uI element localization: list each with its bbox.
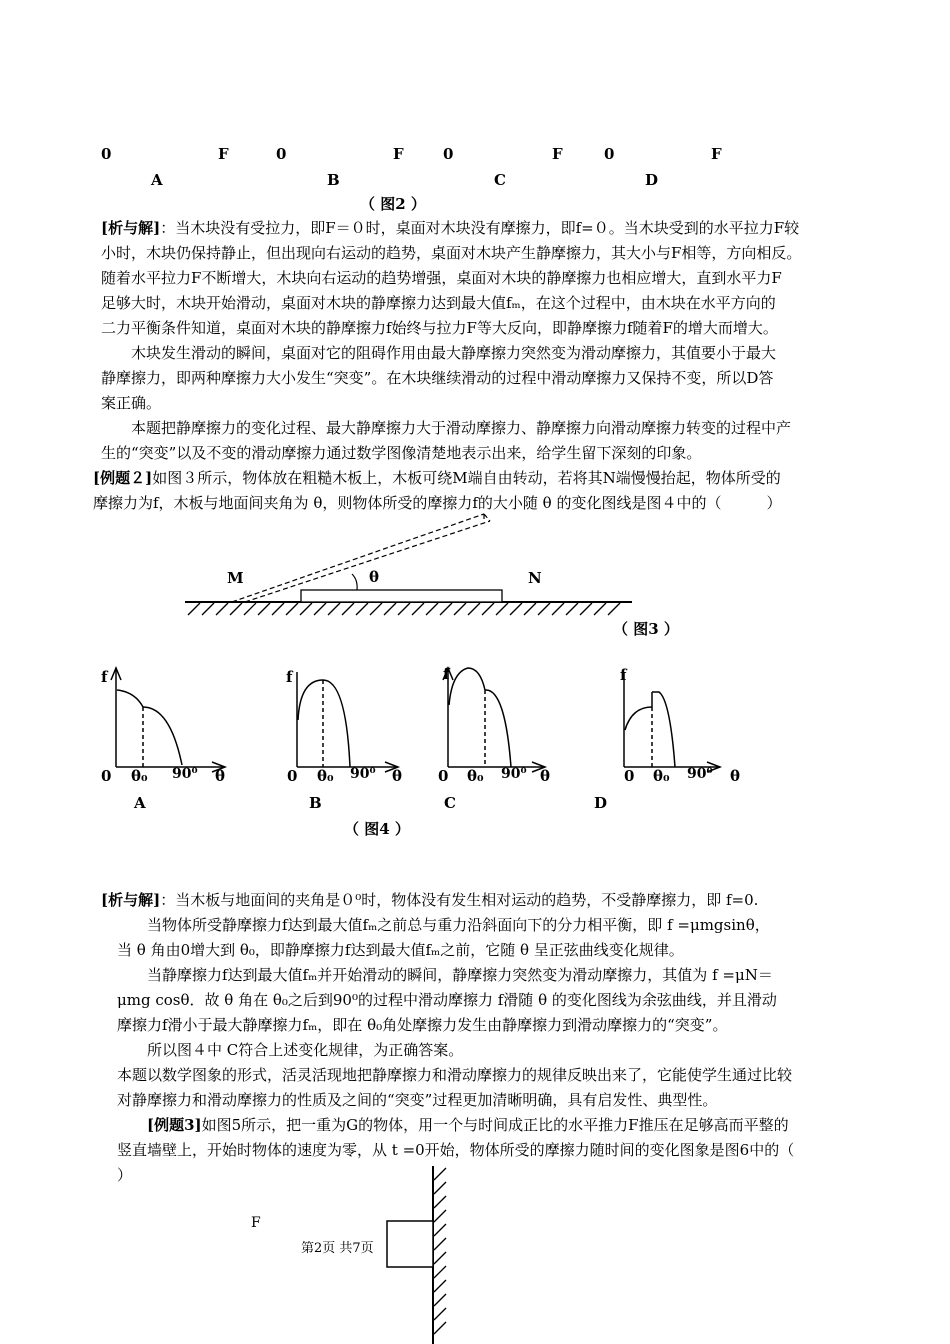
fig4-a-theta0: θ₀ (131, 767, 148, 785)
analysis1-line: 随着水平拉力F不断增大，木块向右运动的趋势增强，桌面对木块的静摩擦力也相应增大，直到水平力F (101, 269, 782, 287)
analysis2-tag: [析与解] (101, 891, 161, 909)
fig4-b-theta: θ (392, 767, 403, 785)
example3-line: 竖直墙壁上，开始时物体的速度为零，从 t =0开始，物体所受的摩擦力随时间的变化图象是图6中的（ (117, 1141, 795, 1159)
analysis2-line: μmg cosθ．故 θ 角在 θ₀之后到90⁰的过程中滑动摩擦力 f滑随 θ 的变化图线为余弦曲线，并且滑动 (117, 991, 777, 1009)
fig4-letter-b: B (309, 794, 322, 812)
page-footer: 第2页 共7页 (301, 1241, 374, 1256)
analysis2-line: 当物体所受静摩擦力f达到最大值fₘ之前总与重力沿斜面向下的分力相平衡，即 f =μmgsinθ， (117, 916, 770, 934)
fig4-b-ninety: 90⁰ (350, 766, 376, 782)
fig2-letter-d: D (645, 171, 659, 189)
analysis1-line: 静摩擦力，即两种摩擦力大小发生“突变”。在木块继续滑动的过程中滑动摩擦力又保持不变，所以D答 (101, 369, 774, 387)
fig2-axis-0c: 0 (443, 145, 454, 163)
fig3-ground-hatch (188, 603, 620, 615)
analysis1-line: [析与解]：当木块没有受拉力，即F＝０时，桌面对木块没有摩擦力，即f=０。当木块受到的水平拉力F较 (101, 219, 800, 237)
fig4-c-theta: θ (540, 767, 551, 785)
fig4-a-theta: θ (215, 767, 226, 785)
fig3-caption: （ 图3 ） (613, 620, 679, 638)
example2-line: 摩擦力为f，木板与地面间夹角为 θ，则物体所受的摩擦力f的大小随 θ 的变化图线是图４中的（ ） (93, 494, 782, 512)
fig3-board (301, 590, 502, 602)
fig4-a-ninety: 90⁰ (172, 766, 198, 782)
analysis2-line: 当静摩擦力f达到最大值fₘ并开始滑动的瞬间，静摩擦力突然变为滑动摩擦力，其值为 f =μN＝ (117, 966, 773, 984)
fig2-axis-fa: F (218, 145, 229, 163)
fig4-c-origin: 0 (438, 767, 449, 785)
fig2-axis-fc: F (552, 145, 563, 163)
analysis1-line: 案正确。 (101, 394, 162, 412)
fig4-graph-b (297, 672, 398, 772)
analysis1-line: 生的“突变”以及不变的滑动摩擦力通过数学图像清楚地表示出来，给学生留下深刻的印象。 (101, 444, 702, 462)
fig3-label-n: N (528, 569, 542, 587)
analysis1-line: 木块发生滑动的瞬间，桌面对它的阻碍作用由最大静摩擦力突然变为滑动摩擦力，其值要小于最大 (101, 344, 777, 362)
analysis2-line: 当 θ 角由0增大到 θ₀，即静摩擦力f达到最大值fₘ之前，它随 θ 呈正弦曲线变化规律。 (117, 941, 684, 959)
fig4-d-theta0: θ₀ (653, 767, 670, 785)
analysis1-line: 二力平衡条件知道，桌面对木块的静摩擦力f始终与拉力F等大反向，即静摩擦力f随着F的增大而增大。 (101, 319, 778, 337)
fig2-letter-b: B (327, 171, 340, 189)
fig4-c-f-label: f (443, 665, 450, 683)
analysis2-line: 摩擦力f滑小于最大静摩擦力fₘ，即在 θ₀角处摩擦力发生由静摩擦力到滑动摩擦力的“突变”。 (117, 1016, 728, 1034)
fig4-letter-c: C (444, 794, 456, 812)
fig4-graph-d (624, 672, 720, 772)
fig4-graph-c (443, 668, 545, 772)
fig2-axis-fb: F (393, 145, 404, 163)
example2-block (93, 466, 781, 516)
fig3-tilted-board (232, 514, 490, 602)
fig2-axis-0d: 0 (604, 145, 615, 163)
analysis2-line: [析与解]：当木板与地面间的夹角是０⁰时，物体没有发生相对运动的趋势，不受静摩擦力，即 f=0. (101, 891, 759, 909)
fig2-axis-fd: F (711, 145, 722, 163)
fig5-label-f: F (251, 1215, 261, 1231)
fig4-d-theta: θ (730, 767, 741, 785)
fig2-letter-c: C (494, 171, 506, 189)
analysis1-line: 本题把静摩擦力的变化过程、最大静摩擦力大于滑动摩擦力、静摩擦力向滑动摩擦力转变的过程中产 (101, 419, 792, 437)
fig5-wall-hatch (434, 1168, 446, 1334)
fig4-c-theta0: θ₀ (467, 767, 484, 785)
analysis1-line: 小时，木块仍保持静止，但出现向右运动的趋势，桌面对木块产生静摩擦力，其大小与F相等，方向相反。 (101, 244, 802, 262)
example3-line: [例题3]如图5所示，把一重为G的物体，用一个与时间成正比的水平推力F推压在足够高而平整的 (147, 1116, 789, 1134)
fig3-theta-arc (352, 574, 357, 590)
fig4-letter-d: D (594, 794, 608, 812)
fig4-graph-a (111, 668, 225, 772)
fig2-axis-0b: 0 (276, 145, 287, 163)
analysis2-line: 所以图４中 C符合上述变化规律，为正确答案。 (117, 1041, 464, 1059)
analysis2-line: 本题以数学图象的形式，活灵活现地把静摩擦力和滑动摩擦力的规律反映出来了，它能使学生通过比较 (117, 1066, 793, 1084)
fig5-block (387, 1221, 433, 1267)
fig4-letter-a: A (134, 794, 146, 812)
fig2-letter-a: A (151, 171, 163, 189)
fig4-b-theta0: θ₀ (317, 767, 334, 785)
example3-line: ） (117, 1166, 133, 1184)
fig4-d-ninety: 90⁰ (687, 766, 713, 782)
fig4-b-f-label: f (286, 668, 293, 686)
fig4-a-origin: 0 (101, 767, 112, 785)
example3-block (117, 1113, 794, 1188)
example2-line: [例题２]如图３所示，物体放在粗糙木板上，木板可绕M端自由转动，若将其N端慢慢抬起，物体所受的 (93, 469, 781, 487)
fig4-caption: （ 图4 ） (344, 820, 410, 838)
fig4-b-origin: 0 (287, 767, 298, 785)
fig4-d-f-label: f (620, 666, 627, 684)
fig3-label-m: M (227, 569, 244, 587)
analysis2-block (101, 888, 792, 1113)
analysis2-line: 对静摩擦力和滑动摩擦力的性质及之间的“突变”过程更加清晰明确，具有启发性、典型性。 (117, 1091, 718, 1109)
example3-tag: [例题3] (147, 1116, 202, 1134)
fig4-c-ninety: 90⁰ (501, 766, 527, 782)
fig2-axis-0a: 0 (101, 145, 112, 163)
fig4-d-origin: 0 (624, 767, 635, 785)
fig3-label-theta: θ (369, 568, 380, 586)
fig4-a-f-label: f (101, 668, 108, 686)
analysis1-line: 足够大时，木块开始滑动，桌面对木块的静摩擦力达到最大值fₘ，在这个过程中，由木块在水平方向的 (101, 294, 776, 312)
analysis1-tag: [析与解] (101, 219, 161, 237)
analysis1-block (101, 216, 801, 466)
example2-tag: [例题２] (93, 469, 153, 487)
fig2-caption: （ 图2 ） (360, 195, 426, 213)
